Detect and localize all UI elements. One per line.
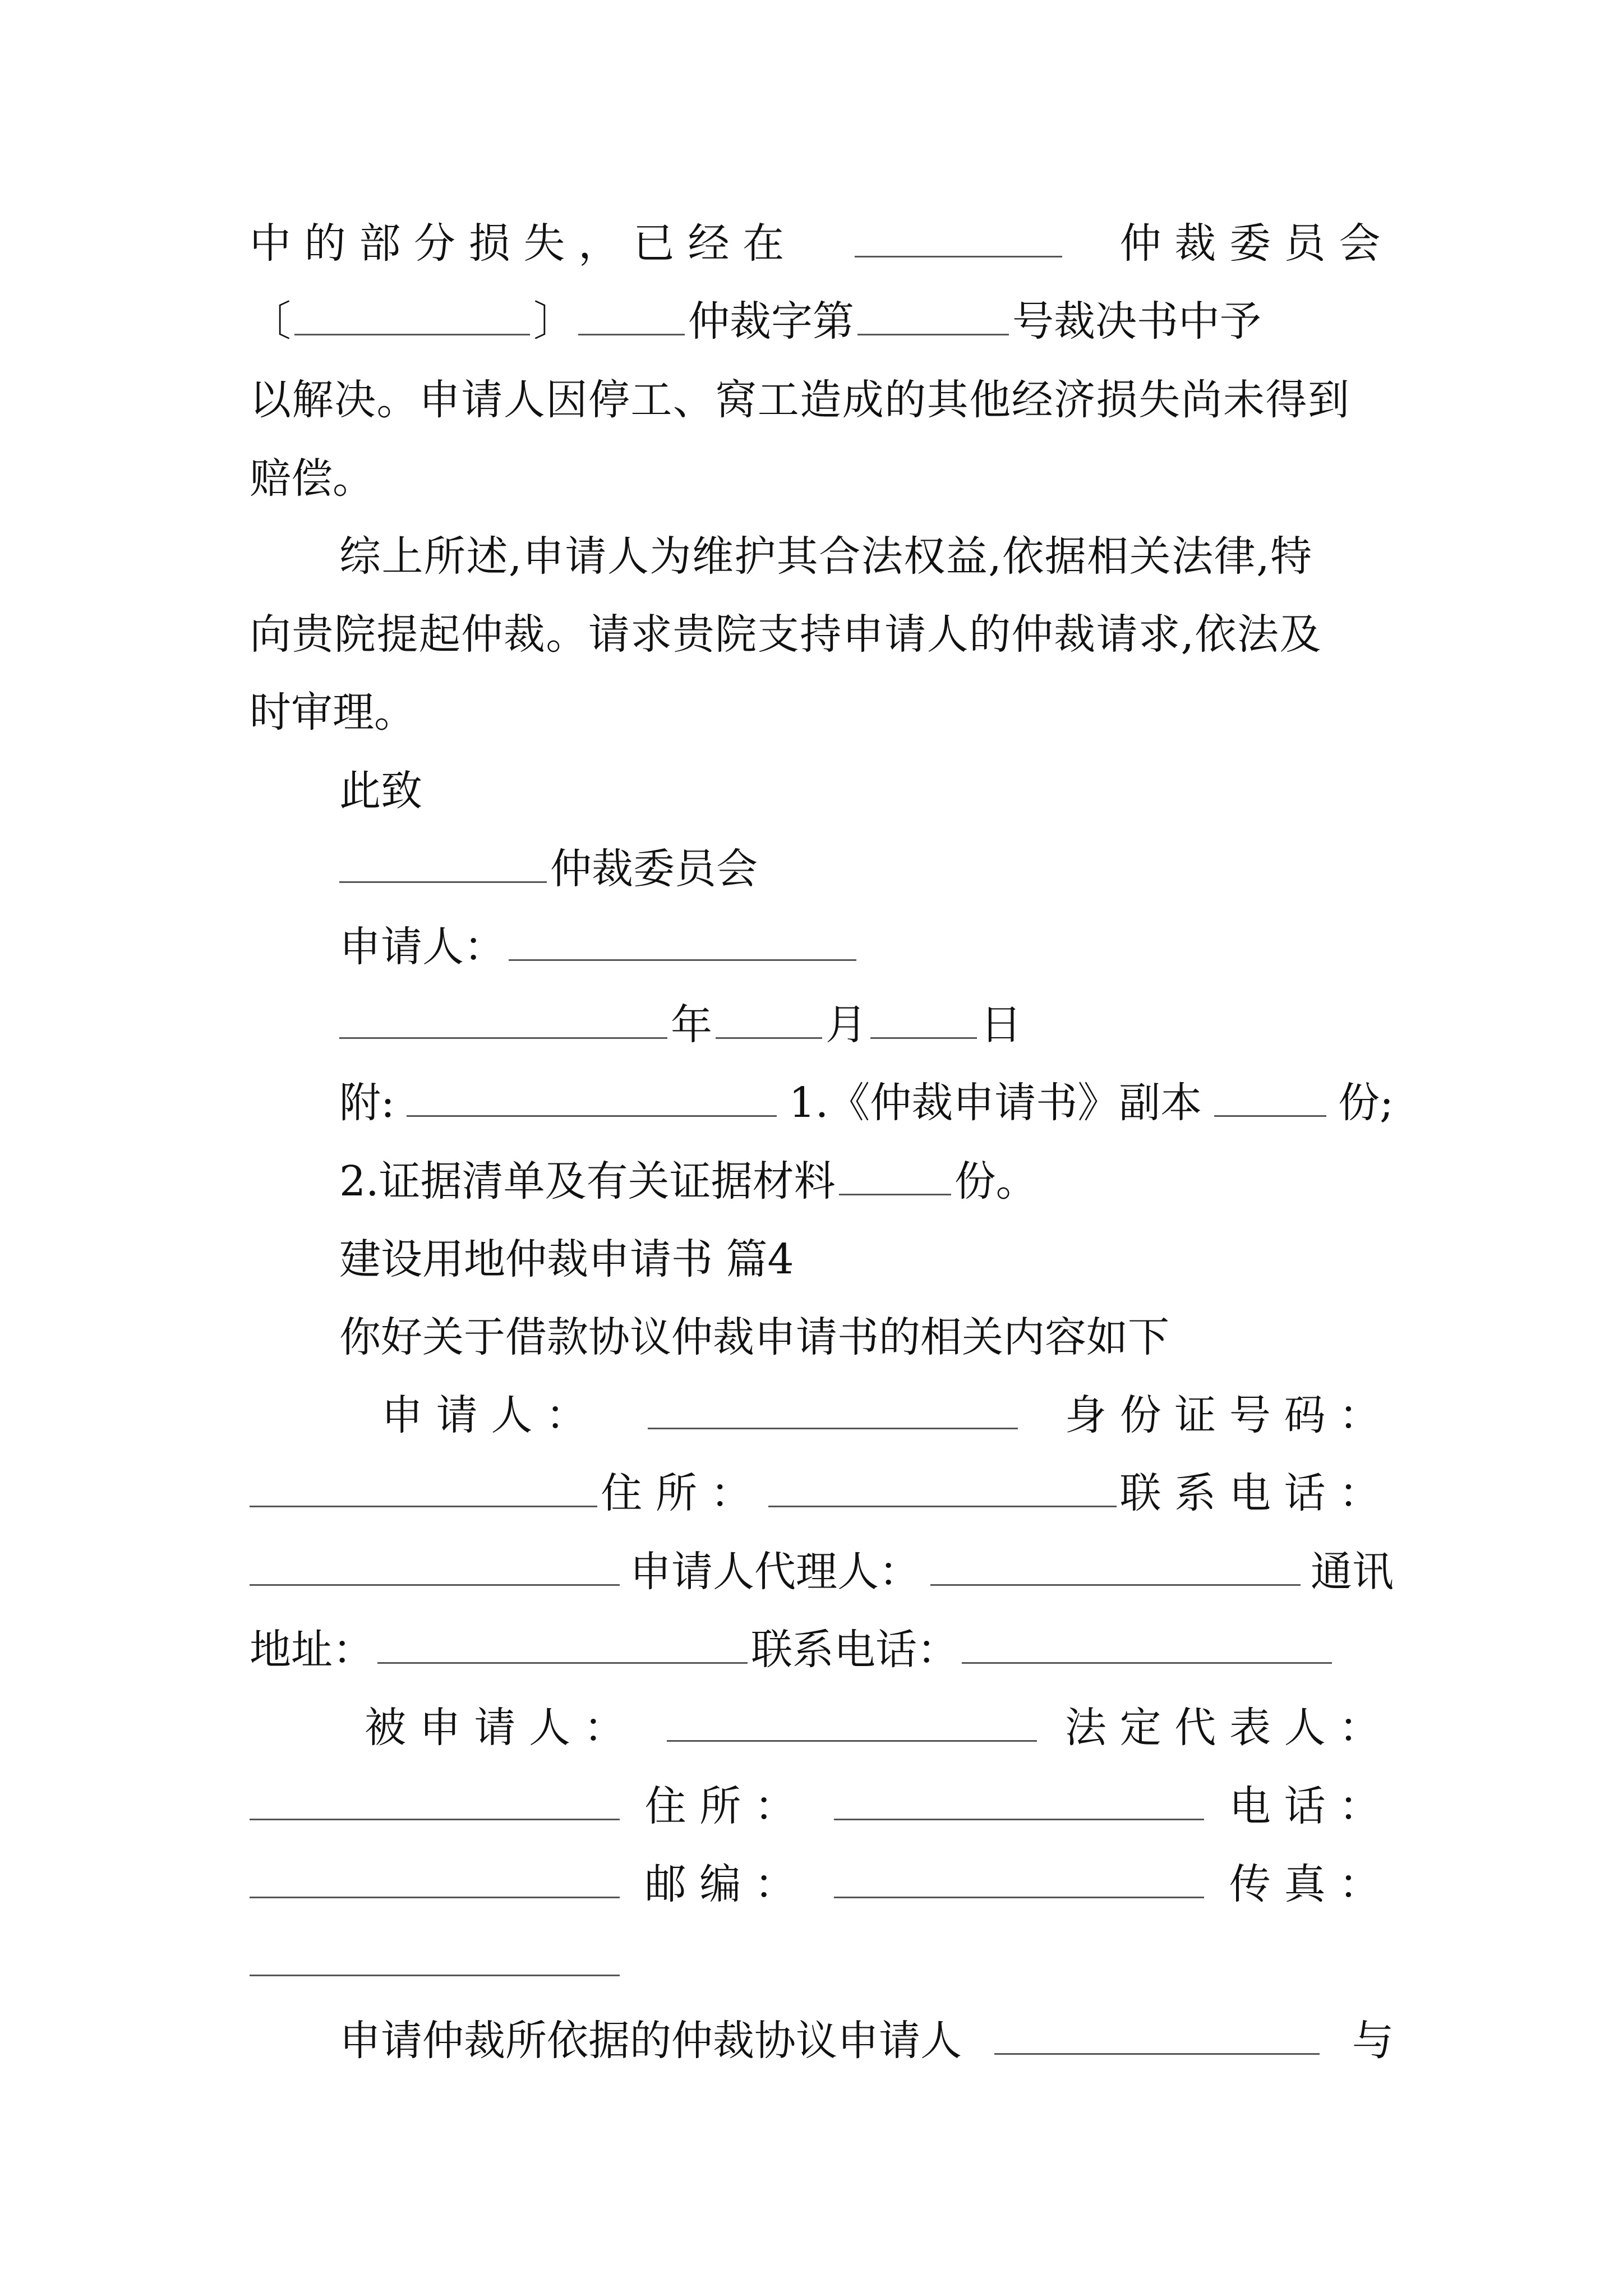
bracket-open: 〔 [250, 297, 291, 346]
fill-blank [1214, 1083, 1326, 1117]
text-segment: 仲裁字第 [688, 297, 854, 346]
form-line-1 [381, 1376, 1394, 1455]
paragraph-line-1 [250, 204, 1394, 283]
text-segment: 申请人： [381, 1391, 601, 1439]
form-line-5 [365, 1688, 1394, 1767]
text-segment: 仲裁委员会 [550, 845, 758, 893]
fill-blank [667, 1708, 1037, 1742]
fill-blank [648, 1395, 1018, 1429]
fill-blank [250, 1786, 620, 1820]
text-segment: 邮编： [644, 1860, 809, 1908]
fill-blank [962, 1630, 1332, 1664]
fill-blank [407, 1083, 777, 1117]
text-segment: 1.《仲裁申请书》副本 [789, 1079, 1202, 1127]
date-line [339, 986, 1394, 1064]
fill-blank [930, 1552, 1301, 1586]
text-segment: 联系电话： [1119, 1469, 1394, 1517]
form-line-8 [250, 1923, 1394, 2001]
text-segment: 住所： [601, 1469, 766, 1517]
form-line-7 [250, 1845, 1394, 1924]
form-line-3 [250, 1533, 1394, 1611]
fill-blank [377, 1630, 748, 1664]
text-segment: 附: [339, 1079, 395, 1127]
fill-blank [509, 927, 856, 961]
text-segment: 份; [1338, 1079, 1394, 1127]
text-segment: 地址： [250, 1626, 374, 1674]
text-segment: 申请人： [339, 923, 505, 971]
text-segment: 被申请人： [365, 1704, 639, 1752]
text-segment: 住所： [644, 1782, 809, 1830]
attachment-line-1 [339, 1064, 1394, 1142]
text-segment: 申请人代理人： [630, 1548, 920, 1596]
text-segment: 2.证据清单及有关证据材料 [339, 1157, 836, 1205]
committee-line [339, 830, 1394, 908]
text-segment: 年 [671, 1001, 712, 1049]
fill-blank [855, 223, 1062, 257]
agreement-line [339, 2001, 1394, 2080]
text-segment: 传真： [1229, 1860, 1394, 1908]
fill-blank [834, 1864, 1204, 1898]
paragraph-2-line-1: 综上所述,申请人为维护其合法权益,依据相关法律,特 [339, 532, 1313, 581]
form-line-4 [250, 1611, 1394, 1689]
salutation: 此致 [339, 767, 422, 815]
fill-blank [839, 1161, 951, 1195]
fill-blank [857, 301, 1009, 335]
fill-blank [250, 1473, 597, 1507]
fill-blank [250, 1942, 620, 1976]
text-segment: 身份证号码： [1064, 1391, 1394, 1439]
paragraph-line-4: 赔偿。 [250, 454, 374, 503]
text-segment: 电话： [1229, 1782, 1394, 1830]
intro-line: 你好关于借款协议仲裁申请书的相关内容如下 [339, 1313, 1169, 1361]
text-segment: 中的部分损失，已经在 [250, 219, 797, 268]
fill-blank [578, 301, 685, 335]
applicant-signature-line [339, 908, 1394, 986]
fill-blank [716, 1005, 822, 1039]
fill-blank [994, 2021, 1320, 2055]
text-segment: 联系电话： [751, 1626, 958, 1674]
text-segment: 号裁决书中予 [1012, 297, 1261, 346]
paragraph-line-3: 以解决。申请人因停工、窝工造成的其他经济损失尚未得到 [250, 376, 1350, 424]
text-segment: 仲裁委员会 [1119, 219, 1394, 268]
paragraph-2-line-3: 时审理。 [250, 688, 416, 737]
paragraph-2-line-2: 向贵院提起仲裁。请求贵院支持申请人的仲裁请求,依法及 [250, 610, 1322, 659]
bracket-close: 〕 [533, 297, 575, 346]
attachment-line-2 [339, 1142, 1394, 1221]
form-line-2 [250, 1454, 1394, 1533]
text-segment: 日 [980, 1001, 1022, 1049]
text-segment: 与 [1352, 2017, 1394, 2065]
text-segment: 法定代表人： [1064, 1704, 1394, 1752]
fill-blank [870, 1005, 977, 1039]
fill-blank [834, 1786, 1204, 1820]
paragraph-line-2 [250, 282, 1394, 361]
fill-blank [339, 1005, 667, 1039]
form-line-6 [250, 1767, 1394, 1846]
text-segment: 申请仲裁所依据的仲裁协议申请人 [339, 2017, 962, 2065]
fill-blank [339, 849, 547, 883]
text-segment: 份。 [954, 1157, 1038, 1205]
section-heading: 建设用地仲裁申请书 篇4 [339, 1235, 794, 1283]
fill-blank [294, 301, 530, 335]
text-segment: 月 [826, 1001, 867, 1049]
fill-blank [768, 1473, 1116, 1507]
fill-blank [250, 1864, 620, 1898]
text-segment: 通讯 [1311, 1548, 1394, 1596]
fill-blank [250, 1552, 620, 1586]
